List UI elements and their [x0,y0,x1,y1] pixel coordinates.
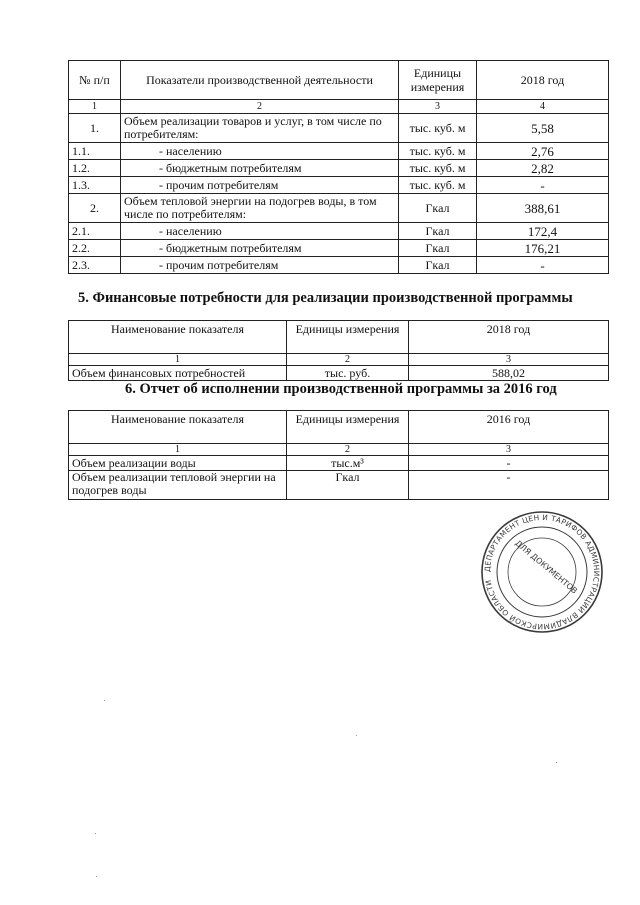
col-header-name: Наименование показателя [69,321,287,354]
row-value: 2,76 [477,143,609,160]
col-header-unit: Единицы измерения [399,61,477,100]
row-unit: тыс. куб. м [399,177,477,194]
column-index-row [69,100,609,114]
financial-needs-table [68,320,609,381]
col-header-year: 2018 год [409,321,609,354]
table-row [69,194,609,223]
row-unit: Гкал [399,257,477,274]
section-5-title: 5. Финансовые потребности для реализации производственной программы [78,290,573,306]
row-name: Объем реализации товаров и услуг, в том числе по потребителям: [121,114,399,143]
col-index: 4 [477,100,609,114]
row-num: 2.1. [69,223,121,240]
row-value: - [477,257,609,274]
col-header-year: 2016 год [409,411,609,444]
scan-speck [96,876,97,877]
scan-speck [556,762,557,763]
col-index: 2 [121,100,399,114]
row-unit: Гкал [399,194,477,223]
col-header-year: 2018 год [477,61,609,100]
col-index: 2 [287,444,409,456]
col-header-unit: Единицы измерения [287,321,409,354]
row-unit: тыс.м³ [287,456,409,471]
row-unit: Гкал [287,471,409,500]
col-index: 1 [69,354,287,366]
table-row [69,114,609,143]
col-index: 3 [399,100,477,114]
svg-text:ДЕПАРТАМЕНТ ЦЕН И ТАРИФОВ АДМИ [483,513,601,631]
table-row [69,223,609,240]
row-unit: тыс. куб. м [399,143,477,160]
row-num: 1. [69,114,121,143]
table-row [69,177,609,194]
official-stamp [480,510,604,634]
row-name: Объем финансовых потребностей [69,366,287,381]
row-num: 2. [69,194,121,223]
row-name: - бюджетным потребителям [121,240,399,257]
row-value: 2,82 [477,160,609,177]
scan-speck [95,833,96,834]
stamp-center-text: ДЛЯ ДОКУМЕНТОВ [513,538,579,596]
row-name: - населению [121,143,399,160]
row-name: - прочим потребителям [121,177,399,194]
col-header-name: Наименование показателя [69,411,287,444]
row-value: 5,58 [477,114,609,143]
row-unit: тыс. куб. м [399,160,477,177]
row-num: 2.2. [69,240,121,257]
table-header-row [69,321,609,354]
row-unit: тыс. куб. м [399,114,477,143]
table-row [69,143,609,160]
column-index-row [69,354,609,366]
col-header-unit: Единицы измерения [287,411,409,444]
table-row [69,471,609,500]
table-header-row [69,411,609,444]
row-num: 1.2. [69,160,121,177]
col-index: 1 [69,444,287,456]
production-indicators-table [68,60,609,274]
row-name: - прочим потребителям [121,257,399,274]
section-6-title: 6. Отчет об исполнении производственной программы за 2016 год [125,381,557,397]
row-unit: Гкал [399,240,477,257]
table-row [69,456,609,471]
row-name: Объем реализации воды [69,456,287,471]
row-num: 1.3. [69,177,121,194]
col-header-num: № п/п [69,61,121,100]
row-value: - [409,456,609,471]
row-value: 388,61 [477,194,609,223]
table-row [69,257,609,274]
row-value: 172,4 [477,223,609,240]
table-header-row [69,61,609,100]
row-num: 2.3. [69,257,121,274]
row-unit: Гкал [399,223,477,240]
row-name: - населению [121,223,399,240]
col-index: 1 [69,100,121,114]
row-value: - [477,177,609,194]
row-value: - [409,471,609,500]
stamp-outer-text: ДЕПАРТАМЕНТ ЦЕН И ТАРИФОВ АДМИНИСТРАЦИИ ВЛАДИМИРСКОЙ ОБЛАСТИ [482,512,602,632]
col-index: 2 [287,354,409,366]
col-index: 3 [409,354,609,366]
table-row [69,240,609,257]
row-name: - бюджетным потребителям [121,160,399,177]
row-value: 176,21 [477,240,609,257]
column-index-row [69,444,609,456]
col-index: 3 [409,444,609,456]
col-header-indicator: Показатели производственной деятельности [121,61,399,100]
row-name: Объем тепловой энергии на подогрев воды, в том числе по потребителям: [121,194,399,223]
program-report-table [68,410,609,500]
scan-speck [356,735,357,736]
row-name: Объем реализации тепловой энергии на подогрев воды [69,471,287,500]
table-row [69,160,609,177]
row-unit: тыс. руб. [287,366,409,381]
row-num: 1.1. [69,143,121,160]
table-row [69,366,609,381]
row-value: 588,02 [409,366,609,381]
scan-speck [104,700,105,701]
